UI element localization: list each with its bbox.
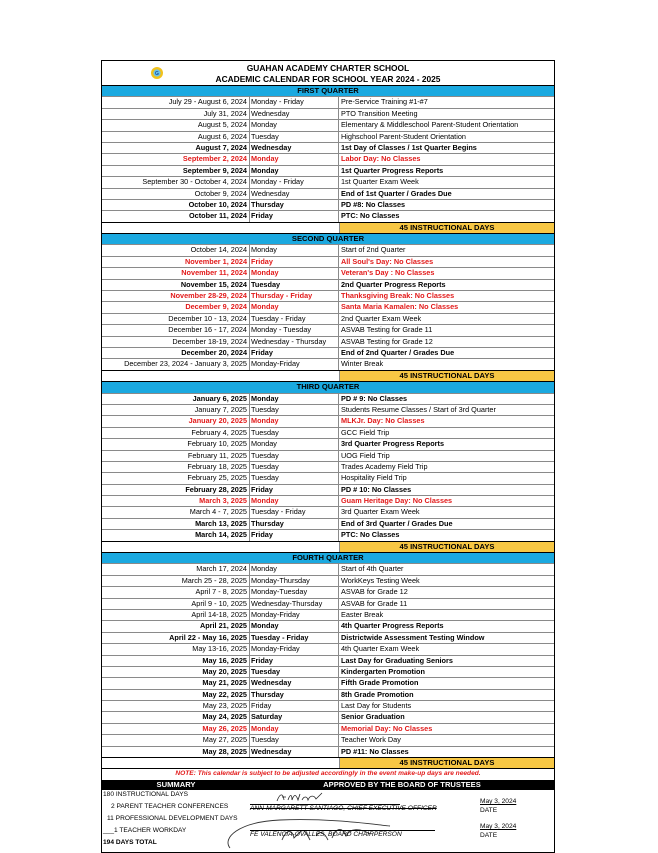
row-event: PD #11: No Classes [341,746,409,756]
calendar-row [102,427,554,438]
calendar-row [102,393,554,404]
row-day: Monday [250,245,339,255]
calendar-row [102,529,554,540]
row-event: PTC: No Classes [341,211,400,221]
row-date: October 10, 2024 [102,200,250,210]
row-day: Thursday [250,200,339,210]
row-event: 1st Quarter Exam Week [341,177,419,187]
summary-body [102,790,554,852]
calendar-row [102,586,554,597]
row-day: Wednesday [250,109,339,119]
summary-line: ___1 TEACHER WORKDAY [103,827,187,835]
row-event: Last Day for Graduating Seniors [341,655,453,665]
calendar-row [102,244,554,255]
row-event: Highschool Parent-Student Orientation [341,131,466,141]
days-spacer [102,223,339,233]
approved-label: APPROVED BY THE BOARD OF TRUSTEES [323,779,481,789]
row-day: Tuesday - Friday [250,314,339,324]
row-event: ASVAB for Grade 12 [341,587,408,597]
row-day: Monday [250,154,339,164]
row-date: November 1, 2024 [102,257,250,267]
summary-line: 11 PROFESSIONAL DEVELOPMENT DAYS [107,815,238,823]
row-day: Friday [250,485,339,495]
calendar-row [102,734,554,745]
row-date: May 13-16, 2025 [102,644,250,654]
row-event: 2nd Quarter Progress Reports [341,279,446,289]
row-event: Hospitality Field Trip [341,473,407,483]
svg-text:G: G [155,71,159,78]
instructional-days-bar [102,222,554,233]
row-date: February 25, 2025 [102,473,250,483]
calendar-row [102,609,554,620]
calendar-row [102,108,554,119]
row-day: Monday [250,416,339,426]
row-event: Memorial Day: No Classes [341,723,433,733]
days-spacer [102,758,339,768]
quarter-header: FOURTH QUARTER [102,552,554,563]
row-day: Tuesday [250,451,339,461]
calendar-row [102,711,554,722]
row-day: Monday-Tuesday [250,587,339,597]
row-day: Monday-Friday [250,359,339,369]
row-day: Tuesday [250,667,339,677]
row-date: July 29 - August 6, 2024 [102,97,250,107]
row-event: End of 2nd Quarter / Grades Due [341,347,455,357]
row-day: Monday [250,120,339,130]
row-date: February 28, 2025 [102,485,250,495]
calendar-row [102,119,554,130]
row-event: GCC Field Trip [341,427,390,437]
summary-total: 194 DAYS TOTAL [103,839,157,847]
row-date: March 13, 2025 [102,519,250,529]
row-date: January 20, 2025 [102,416,250,426]
calendar-row [102,461,554,472]
row-event: Easter Break [341,609,384,619]
row-event: Start of 2nd Quarter [341,245,406,255]
row-event: Veteran's Day : No Classes [341,268,435,278]
row-day: Wednesday [250,678,339,688]
row-date: December 16 - 17, 2024 [102,325,250,335]
row-date: February 18, 2025 [102,462,250,472]
row-event: Senior Graduation [341,712,405,722]
chair-sign-date: May 3, 2024 [480,823,517,831]
instructional-days-bar [102,541,554,552]
row-date: May 24, 2025 [102,712,250,722]
row-event: 2nd Quarter Exam Week [341,313,422,323]
school-logo-icon [149,66,165,80]
row-event: Fifth Grade Promotion [341,678,419,688]
row-day: Monday-Friday [250,610,339,620]
row-event: Pre-Service Training #1-#7 [341,97,428,107]
row-day: Friday [250,257,339,267]
row-date: December 10 - 13, 2024 [102,314,250,324]
row-event: 3rd Quarter Progress Reports [341,439,445,449]
row-day: Monday [250,394,339,404]
instructional-days-label: 45 INSTRUCTIONAL DAYS [339,223,554,233]
row-day: Tuesday [250,280,339,290]
quarter-header: SECOND QUARTER [102,233,554,244]
row-date: April 14-18, 2025 [102,610,250,620]
instructional-days-label: 45 INSTRUCTIONAL DAYS [339,371,554,381]
calendar-row [102,450,554,461]
row-date: December 18-19, 2024 [102,337,250,347]
calendar-row [102,746,554,757]
calendar-row [102,131,554,142]
calendar-row [102,472,554,483]
row-date: March 14, 2025 [102,530,250,540]
row-event: PD # 10: No Classes [341,484,412,494]
row-date: January 7, 2025 [102,405,250,415]
row-day: Monday [250,439,339,449]
row-event: Santa Maria Kamalen: No Classes [341,302,459,312]
row-date: February 4, 2025 [102,428,250,438]
calendar-row [102,301,554,312]
adjustment-note: NOTE: This calendar is subject to be adjusted accordingly in the event make-up days are needed. [102,768,554,779]
row-date: March 3, 2025 [102,496,250,506]
row-event: 3rd Quarter Exam Week [341,507,420,517]
row-day: Friday [250,348,339,358]
row-event: Last Day for Students [341,701,412,711]
row-day: Thursday - Friday [250,291,339,301]
row-day: Monday [250,268,339,278]
row-date: February 10, 2025 [102,439,250,449]
ceo-signer: ANN-MARGARETT SANTIAGO, CHIEF EXECUTIVE OFFICER [250,805,437,813]
quarter-header: THIRD QUARTER [102,381,554,392]
row-event: UOG Field Trip [341,450,390,460]
row-day: Monday-Thursday [250,576,339,586]
row-event: PD # 9: No Classes [341,393,408,403]
row-date: January 6, 2025 [102,394,250,404]
row-date: November 11, 2024 [102,268,250,278]
row-day: Tuesday [250,405,339,415]
row-date: September 2, 2024 [102,154,250,164]
row-date: May 27, 2025 [102,735,250,745]
row-day: Friday [250,701,339,711]
row-event: 1st Day of Classes / 1st Quarter Begins [341,142,477,152]
calendar-row [102,506,554,517]
row-event: Winter Break [341,359,384,369]
calendar-row [102,313,554,324]
row-date: April 9 - 10, 2025 [102,599,250,609]
calendar-row [102,142,554,153]
row-event: Start of 4th Quarter [341,564,404,574]
row-event: PD #8: No Classes [341,199,406,209]
row-day: Friday [250,211,339,221]
row-event: WorkKeys Testing Week [341,575,420,585]
row-day: Wednesday-Thursday [250,599,339,609]
calendar-row [102,415,554,426]
calendar-row [102,165,554,176]
row-date: December 9, 2024 [102,302,250,312]
row-date: November 15, 2024 [102,280,250,290]
row-date: December 23, 2024 - January 3, 2025 [102,359,250,369]
calendar-row [102,96,554,107]
calendar-title: ACADEMIC CALENDAR FOR SCHOOL YEAR 2024 - 2025 [215,73,441,84]
calendar-row [102,199,554,210]
calendar-row [102,404,554,415]
row-day: Wednesday [250,747,339,757]
row-date: October 11, 2024 [102,211,250,221]
row-date: March 4 - 7, 2025 [102,507,250,517]
calendar-row [102,689,554,700]
calendar-row [102,723,554,734]
row-day: Tuesday - Friday [250,633,339,643]
instructional-days-label: 45 INSTRUCTIONAL DAYS [339,758,554,768]
calendar-row [102,677,554,688]
row-event: ASVAB Testing for Grade 12 [341,336,433,346]
row-date: October 9, 2024 [102,189,250,199]
row-event: All Soul's Day: No Classes [341,256,434,266]
calendar-row [102,598,554,609]
date-label: DATE [480,807,498,815]
row-event: 8th Grade Promotion [341,689,414,699]
row-day: Monday [250,496,339,506]
row-date: August 7, 2024 [102,143,250,153]
row-date: November 28-29, 2024 [102,291,250,301]
row-event: Districtwide Assessment Testing Window [341,632,485,642]
row-event: End of 1st Quarter / Grades Due [341,188,452,198]
row-day: Monday [250,166,339,176]
calendar-row [102,438,554,449]
row-event: 1st Quarter Progress Reports [341,165,444,175]
days-spacer [102,371,339,381]
row-day: Thursday [250,690,339,700]
calendar-row [102,484,554,495]
row-date: August 6, 2024 [102,132,250,142]
row-day: Monday-Friday [250,644,339,654]
calendar-row [102,347,554,358]
row-date: August 5, 2024 [102,120,250,130]
row-date: April 21, 2025 [102,621,250,631]
calendar-row [102,290,554,301]
row-event: Labor Day: No Classes [341,154,421,164]
calendar-row [102,700,554,711]
calendar-row [102,655,554,666]
calendar-row [102,153,554,164]
instructional-days-bar [102,757,554,768]
row-day: Monday [250,724,339,734]
row-day: Monday [250,302,339,312]
summary-header-bar [102,780,554,790]
row-date: May 23, 2025 [102,701,250,711]
calendar-row [102,518,554,529]
row-day: Wednesday [250,189,339,199]
summary-line: 180 INSTRUCTIONAL DAYS [103,791,189,799]
row-day: Monday - Friday [250,177,339,187]
row-day: Tuesday [250,462,339,472]
row-event: MLKJr. Day: No Classes [341,416,425,426]
calendar-row [102,358,554,369]
row-day: Tuesday [250,428,339,438]
row-date: July 31, 2024 [102,109,250,119]
row-event: Elementary & Middleschool Parent-Student Orientation [341,120,519,130]
row-date: April 7 - 8, 2025 [102,587,250,597]
summary-label: SUMMARY [156,779,196,789]
date-label: DATE [480,832,498,840]
row-day: Tuesday - Friday [250,507,339,517]
school-name: GUAHAN ACADEMY CHARTER SCHOOL [246,63,410,73]
row-day: Wednesday - Thursday [250,337,339,347]
calendar-row [102,563,554,574]
row-event: ASVAB for Grade 11 [341,598,408,608]
row-date: March 17, 2024 [102,564,250,574]
row-event: Trades Academy Field Trip [341,461,428,471]
calendar-row [102,620,554,631]
row-day: Wednesday [250,143,339,153]
calendar-row [102,176,554,187]
row-day: Monday - Friday [250,97,339,107]
row-day: Tuesday [250,132,339,142]
calendar-row [102,666,554,677]
calendar-row [102,210,554,221]
row-day: Tuesday [250,735,339,745]
row-date: December 20, 2024 [102,348,250,358]
row-date: September 9, 2024 [102,166,250,176]
row-event: Teacher Work Day [341,735,401,745]
row-event: Guam Heritage Day: No Classes [341,496,453,506]
ceo-signature-icon [274,790,344,804]
row-date: October 14, 2024 [102,245,250,255]
row-date: May 22, 2025 [102,690,250,700]
calendar-row [102,188,554,199]
calendar-row [102,575,554,586]
row-day: Friday [250,656,339,666]
row-day: Monday [250,564,339,574]
calendar-row [102,256,554,267]
calendar-row [102,267,554,278]
row-date: May 21, 2025 [102,678,250,688]
calendar-row [102,279,554,290]
row-event: PTO Transition Meeting [341,108,418,118]
row-day: Friday [250,530,339,540]
ceo-sign-date: May 3, 2024 [480,798,517,806]
calendar-row [102,324,554,335]
row-event: 4th Quarter Progress Reports [341,621,444,631]
row-event: ASVAB Testing for Grade 11 [341,325,433,335]
quarters-container [102,85,554,768]
row-day: Monday [250,621,339,631]
row-event: PTC: No Classes [341,530,400,540]
summary-line: 2 PARENT TEACHER CONFERENCES [111,803,229,811]
instructional-days-bar [102,370,554,381]
calendar-row [102,643,554,654]
row-day: Thursday [250,519,339,529]
row-date: May 26, 2025 [102,724,250,734]
quarter-header: FIRST QUARTER [102,85,554,96]
row-event: 4th Quarter Exam Week [341,644,420,654]
row-day: Saturday [250,712,339,722]
row-event: Students Resume Classes / Start of 3rd Quarter [341,404,496,414]
row-day: Tuesday [250,473,339,483]
row-day: Monday - Tuesday [250,325,339,335]
row-event: Thanksgiving Break: No Classes [341,291,455,301]
days-spacer [102,542,339,552]
row-date: May 28, 2025 [102,747,250,757]
row-date: February 11, 2025 [102,451,250,461]
document-header [102,61,554,85]
instructional-days-label: 45 INSTRUCTIONAL DAYS [339,542,554,552]
calendar-row [102,495,554,506]
row-event: End of 3rd Quarter / Grades Due [341,518,453,528]
row-date: April 22 - May 16, 2025 [102,633,250,643]
calendar-row [102,632,554,643]
row-date: May 16, 2025 [102,656,250,666]
row-date: May 20, 2025 [102,667,250,677]
calendar-row [102,336,554,347]
row-date: March 25 - 28, 2025 [102,576,250,586]
row-event: Kindergarten Promotion [341,666,425,676]
row-date: September 30 - October 4, 2024 [102,177,250,187]
calendar-document [101,60,555,853]
chair-signer: FE VALENCIA-OVALLES, BOARD CHAIRPERSON [250,831,402,839]
